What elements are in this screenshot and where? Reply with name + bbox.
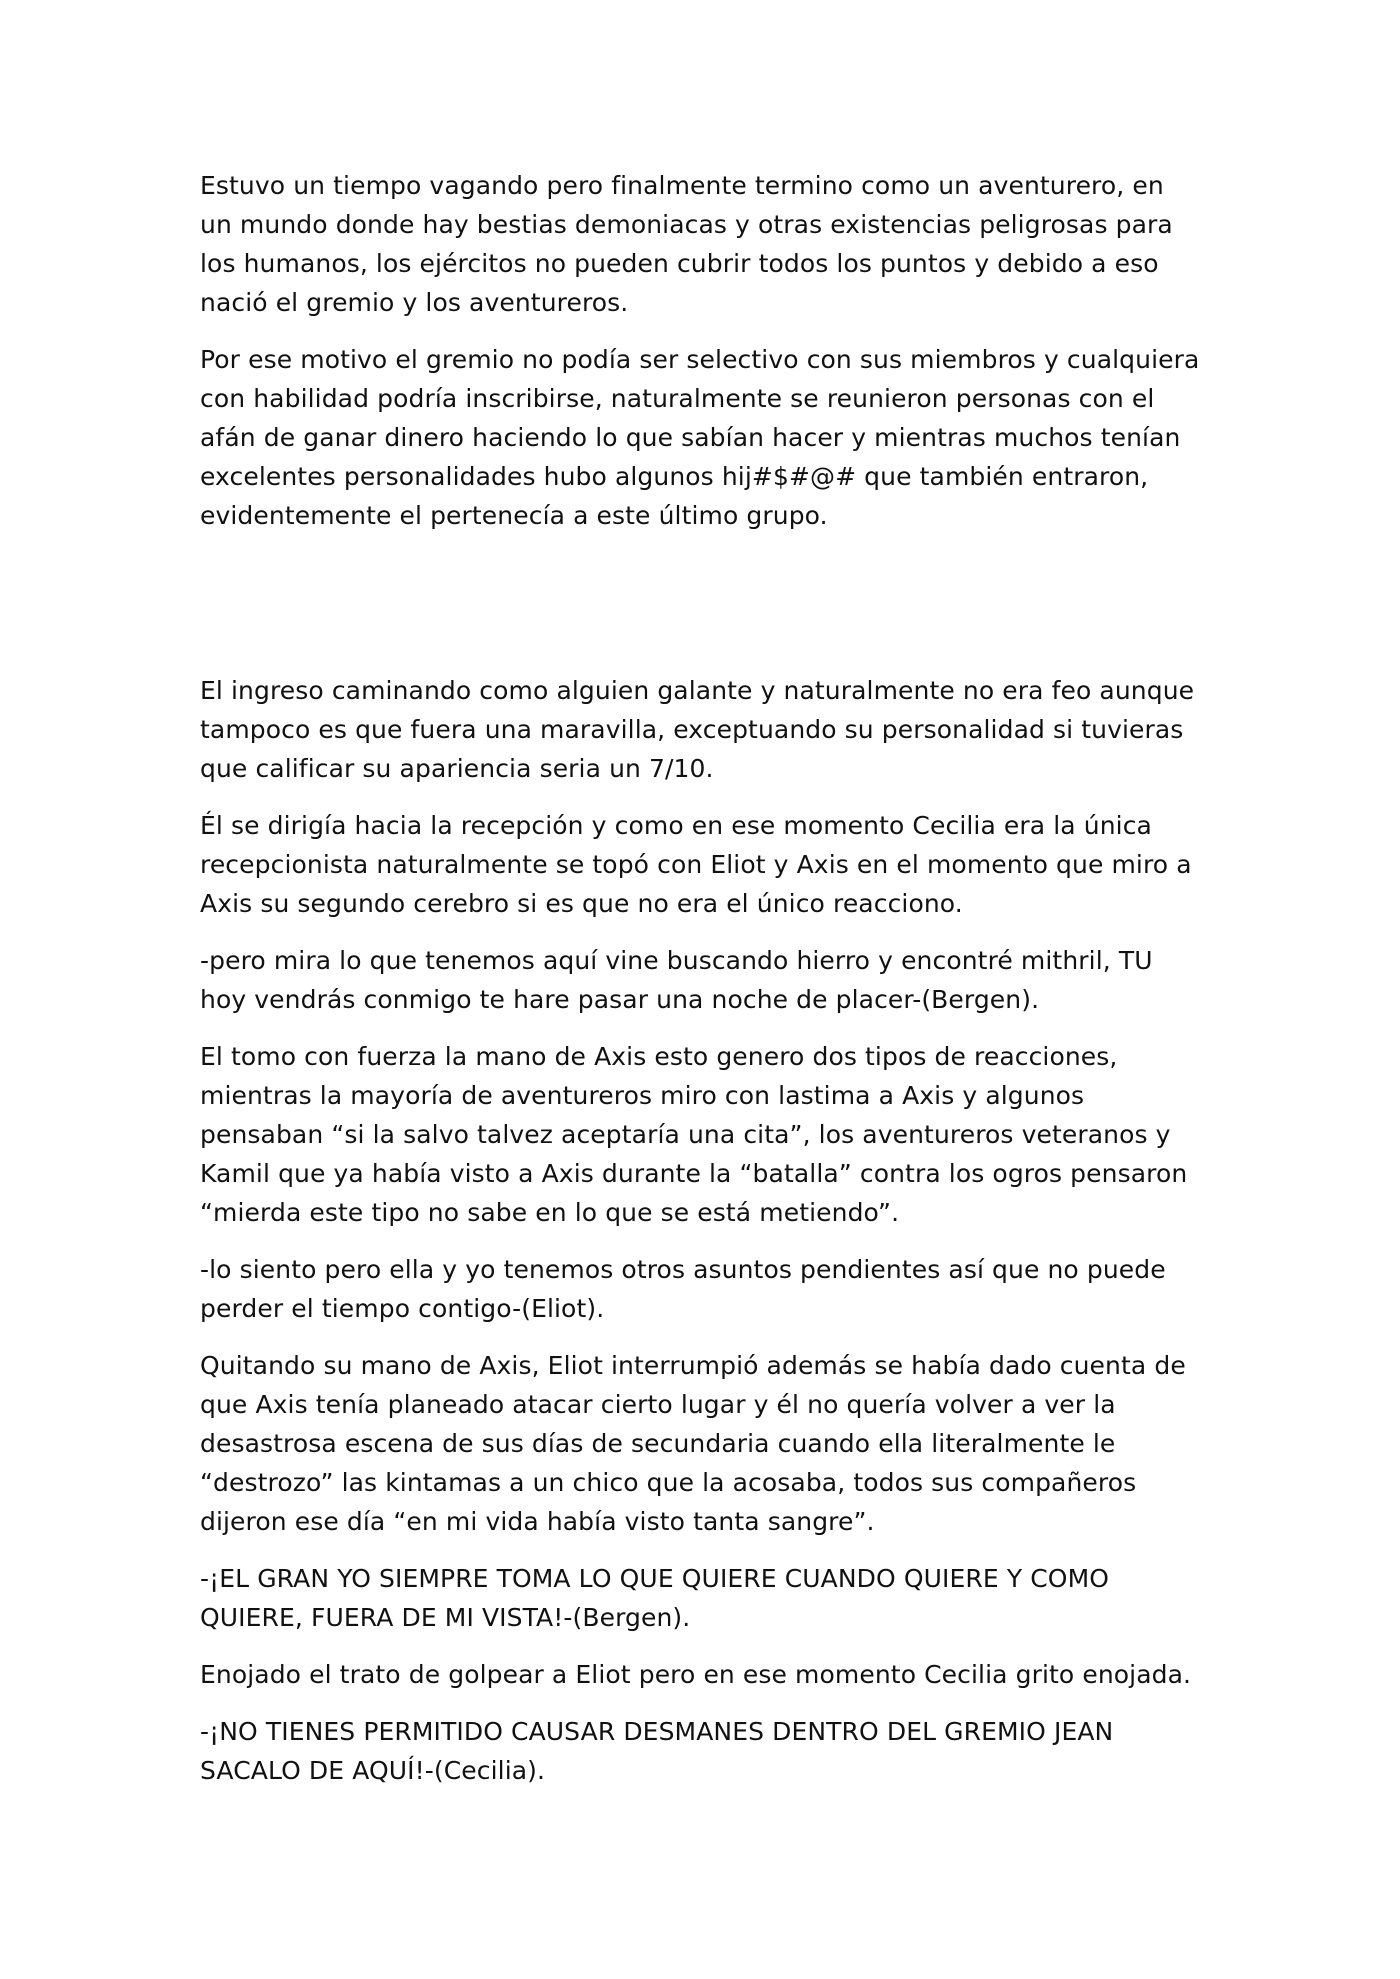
dialogue-paragraph: -lo siento pero ella y yo tenemos otros asuntos pendientes así que no puede perder el tiempo contigo-(Eliot).	[200, 1255, 1166, 1323]
paragraph: Enojado el trato de golpear a Eliot pero en ese momento Cecilia grito enojada.	[200, 1660, 1192, 1689]
paragraph: El ingreso caminando como alguien galante y naturalmente no era feo aunque tampoco es que fuera una maravilla, exceptuando su personalidad si tuvieras que calificar su apariencia seria un 7/10.	[200, 676, 1195, 783]
paragraph: Él se dirigía hacia la recepción y como en ese momento Cecilia era la única recepcionista naturalmente se topó con Eliot y Axis en el momento que miro a Axis su segundo cerebro si es que no era el único reacciono.	[200, 811, 1192, 918]
text-section-1	[200, 166, 1200, 553]
paragraph: El tomo con fuerza la mano de Axis esto genero dos tipos de reacciones, mientras la mayoría de aventureros miro con lastima a Axis y algunos pensaban “si la salvo talvez aceptaría una cita”, los aventureros veteranos y Kamil que ya había visto a Axis durante la “batalla” contra los ogros pensaron “mierda este tipo no sabe en lo que se está metiendo”.	[200, 1042, 1188, 1227]
dialogue-paragraph: -pero mira lo que tenemos aquí vine buscando hierro y encontré mithril, TU hoy vendrás conmigo te hare pasar una noche de placer-(Bergen).	[200, 946, 1153, 1014]
paragraph: Por ese motivo el gremio no podía ser selectivo con sus miembros y cualquiera con habilidad podría inscribirse, naturalmente se reunieron personas con el afán de ganar dinero haciendo lo que sabían hacer y mientras muchos tenían excelentes personalidades hubo algunos hij#$#@# que también entraron, evidentemente el pertenecía a este último grupo.	[200, 345, 1200, 530]
text-section-2	[200, 671, 1200, 1808]
dialogue-paragraph: -¡NO TIENES PERMITIDO CAUSAR DESMANES DENTRO DEL GREMIO JEAN SACALO DE AQUÍ!-(Cecilia).	[200, 1717, 1114, 1785]
dialogue-paragraph: -¡EL GRAN YO SIEMPRE TOMA LO QUE QUIERE CUANDO QUIERE Y COMO QUIERE, FUERA DE MI VISTA!-(Bergen).	[200, 1564, 1110, 1632]
paragraph: Estuvo un tiempo vagando pero finalmente termino como un aventurero, en un mundo donde hay bestias demoniacas y otras existencias peligrosas para los humanos, los ejércitos no pueden cubrir todos los puntos y debido a eso nació el gremio y los aventureros.	[200, 171, 1173, 317]
paragraph: Quitando su mano de Axis, Eliot interrumpió además se había dado cuenta de que Axis tenía planeado atacar cierto lugar y él no quería volver a ver la desastrosa escena de sus días de secundaria cuando ella literalmente le “destrozo” las kintamas a un chico que la acosaba, todos sus compañeros dijeron ese día “en mi vida había visto tanta sangre”.	[200, 1351, 1186, 1536]
